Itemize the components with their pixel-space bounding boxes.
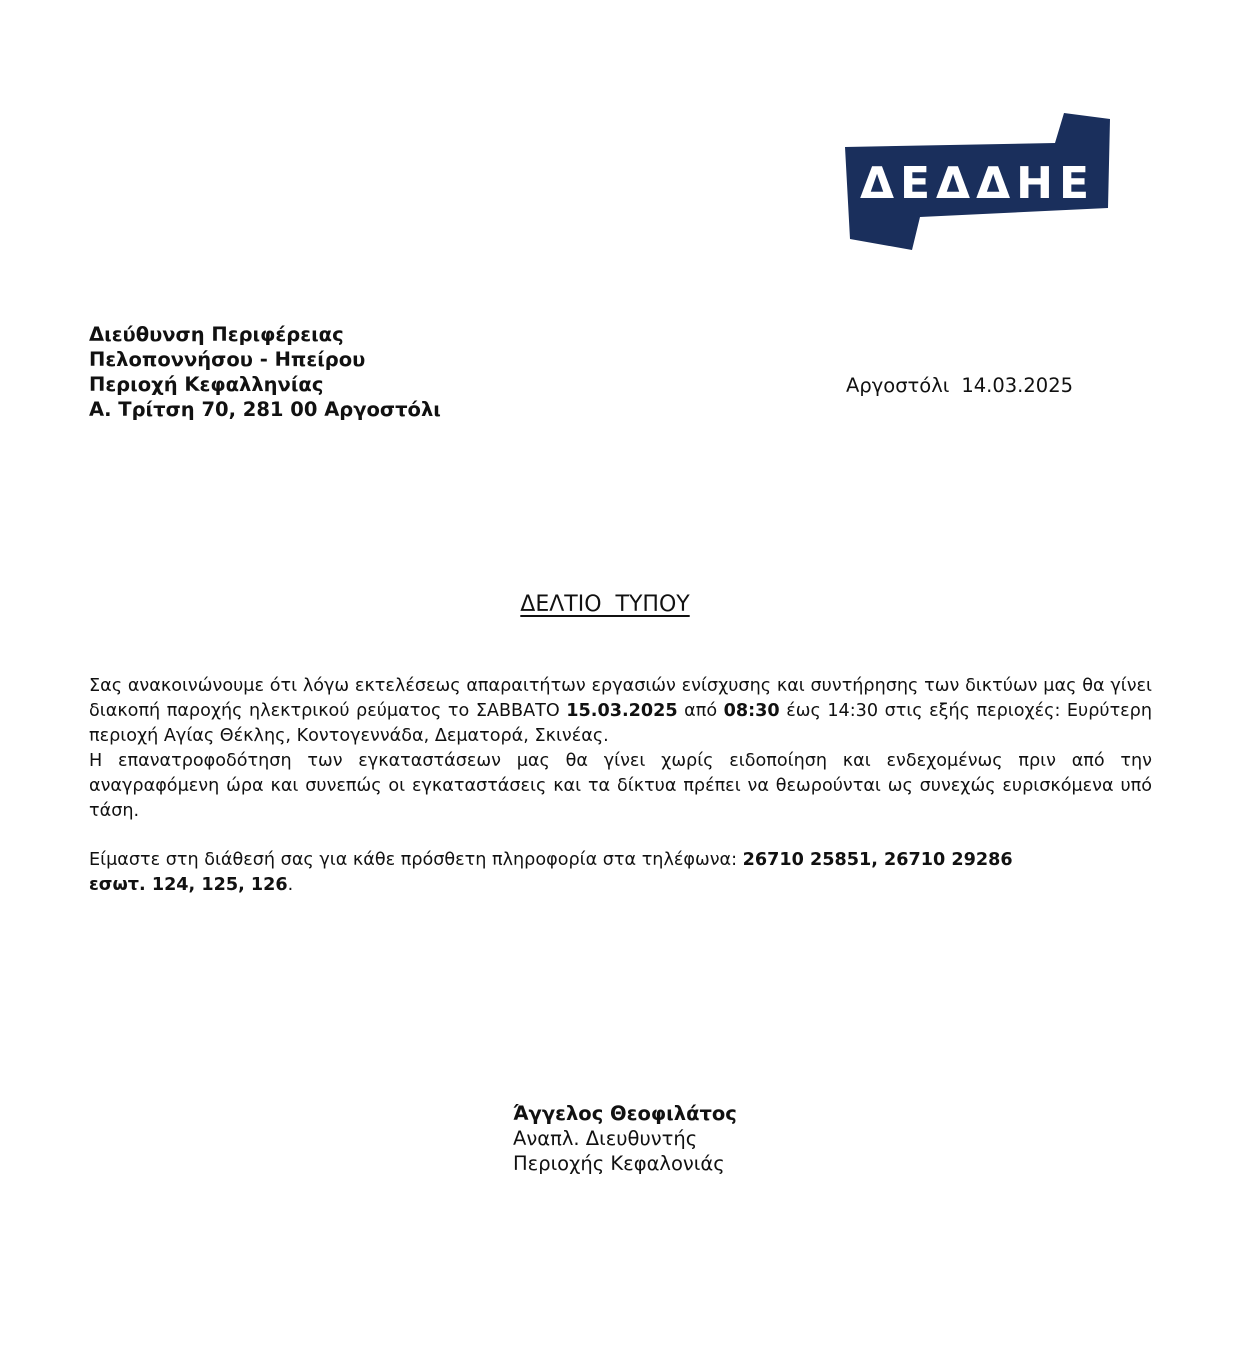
- outage-paragraph: Σας ανακοινώνουμε ότι λόγω εκτελέσεως απαραιτήτων εργασιών ενίσχυσης και συντήρησης των δικτύων μας θα γίνει διακοπή παροχής ηλεκτρικού ρεύματος το ΣΑΒΒΑΤΟ 15.03.2025 από 08:30 έως 14:30 στις εξής περιοχές: Ευρύτερη περιοχή Αγίας Θέκλης, Κοντογεννάδα, Δεματορά, Σκινέας.: [89, 676, 1152, 746]
- phone-extensions: εσωτ. 124, 125, 126: [89, 875, 288, 895]
- contact-info: Είμαστε στη διάθεσή σας για κάθε πρόσθετη πληροφορία στα τηλέφωνα: 26710 25851, 26710 29286 εσωτ. 124, 125, 126.: [89, 850, 1013, 895]
- document-date: 14.03.2025: [961, 374, 1074, 397]
- sender-address-block: [89, 322, 441, 422]
- outage-start-time: 08:30: [723, 701, 780, 721]
- signatory-name: Άγγελος Θεοφιλάτος: [513, 1102, 737, 1125]
- safety-notice-paragraph: Η επανατροφοδότηση των εγκαταστάσεων μας θα γίνει χωρίς ειδοποίηση και ενδεχομένως πριν από την αναγραφόμενη ώρα και συνεπώς οι εγκαταστάσεις και τα δίκτυα πρέπει να θεωρούνται ως συνεχώς ευρισκόμενα υπό τάση.: [89, 751, 1152, 821]
- signatory-role: Αναπλ. Διευθυντής: [513, 1127, 698, 1150]
- sender-department: Διεύθυνση Περιφέρειας: [89, 323, 344, 346]
- sender-region: Πελοποννήσου - Ηπείρου: [89, 348, 366, 371]
- affected-areas: στις εξής περιοχές: Ευρύτερη περιοχή Αγίας Θέκλης, Κοντογεννάδα, Δεματορά, Σκινέας.: [89, 701, 1152, 746]
- sender-area: Περιοχή Κεφαλληνίας: [89, 373, 324, 396]
- company-logo: [845, 113, 1110, 250]
- logo-wordmark: ΔΕΔΔΗΕ: [859, 158, 1096, 209]
- place-and-date: [846, 373, 1073, 398]
- outage-end-time: 14:30: [827, 701, 879, 721]
- signature-block: [513, 1101, 737, 1176]
- document-title: ΔΕΛΤΙΟ ΤΥΠΟΥ: [520, 592, 690, 617]
- announcement-body: [89, 674, 1152, 824]
- phone-numbers: 26710 25851, 26710 29286: [742, 850, 1013, 870]
- sender-street-address: Α. Τρίτση 70, 281 00 Αργοστόλι: [89, 398, 441, 421]
- place: Αργοστόλι: [846, 374, 950, 397]
- outage-date: 15.03.2025: [566, 701, 678, 721]
- signatory-region: Περιοχής Κεφαλονιάς: [513, 1152, 725, 1175]
